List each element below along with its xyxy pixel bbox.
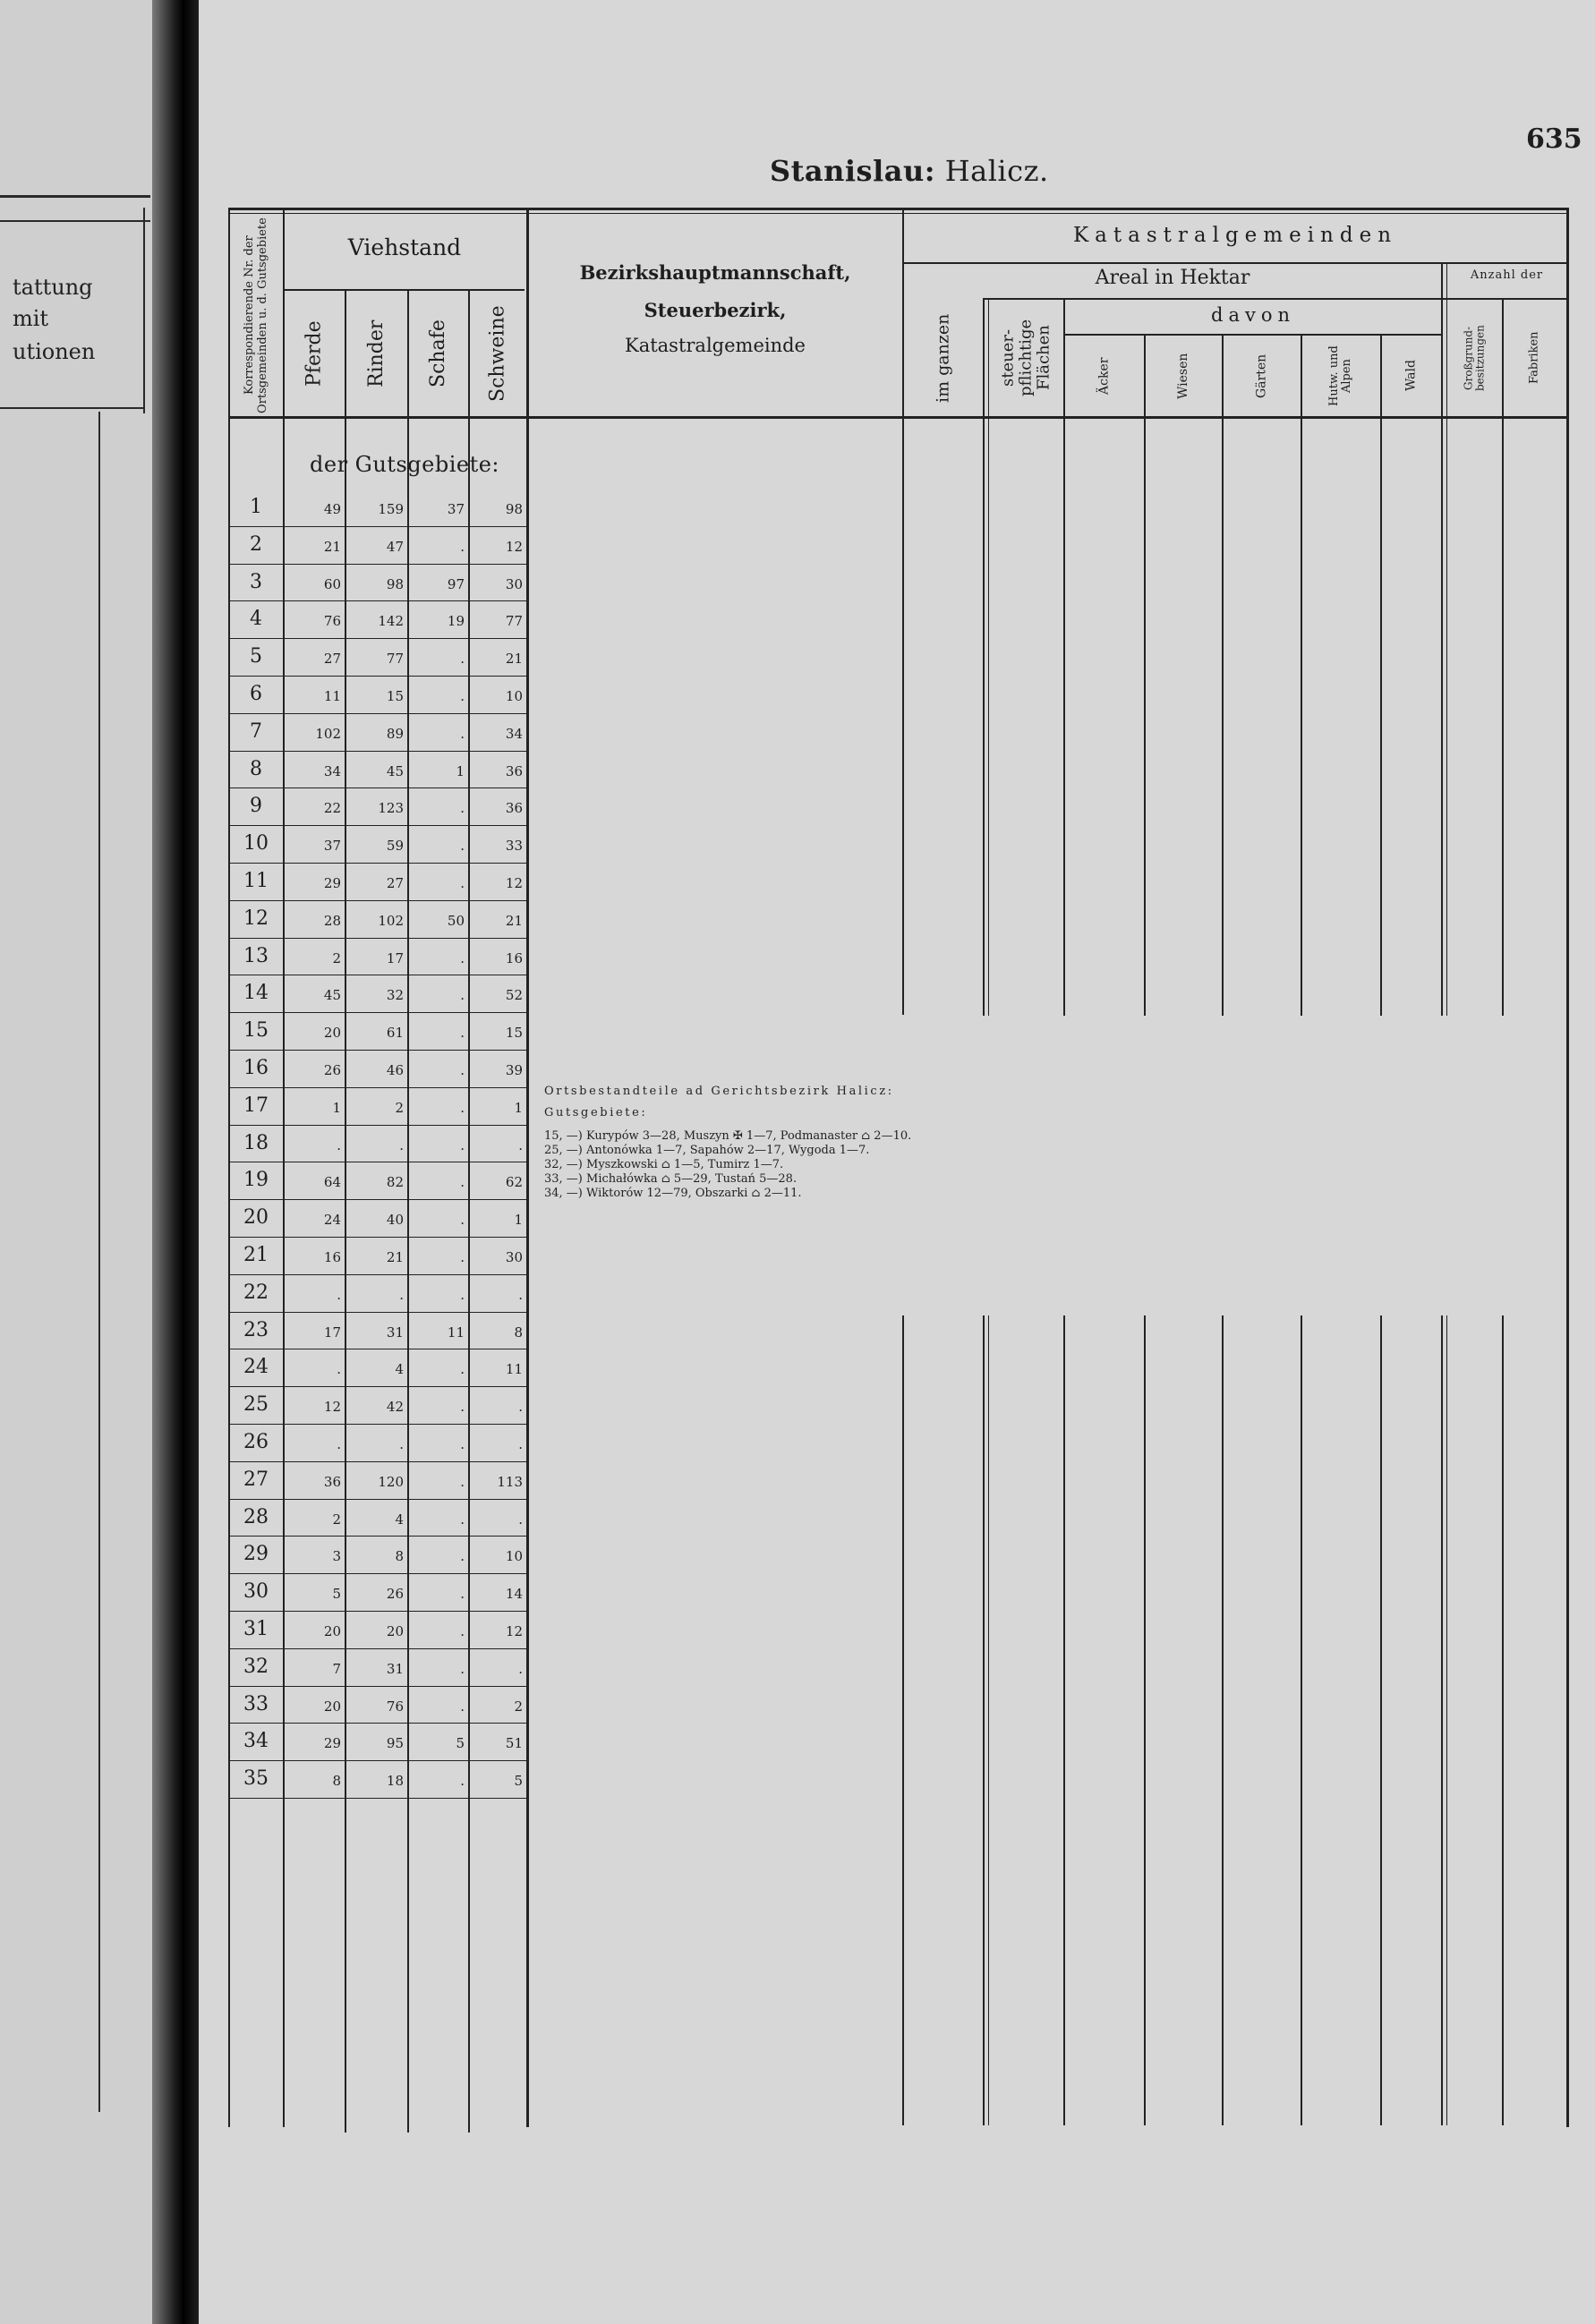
row-number: 14 (243, 982, 269, 1004)
cell-schweine: 12 (505, 1623, 523, 1639)
cell-schafe: . (460, 1249, 465, 1265)
cell-schafe: . (460, 1548, 465, 1564)
row-number: 13 (243, 945, 269, 967)
table-top-rule (228, 208, 1568, 210)
row-rule (228, 564, 528, 565)
cell-pferde: 17 (323, 1324, 341, 1341)
cell-schweine: 8 (514, 1324, 523, 1341)
cell-rinder: 17 (386, 950, 404, 966)
header-anzahl: Anzahl der (1470, 268, 1544, 282)
col-rule (1222, 334, 1224, 1016)
row-number: 30 (243, 1580, 269, 1603)
cell-schweine: 11 (505, 1361, 523, 1377)
row-number: 4 (250, 608, 262, 630)
areal-rule (983, 298, 1441, 300)
header-bottom-rule (228, 416, 1568, 419)
header-wald: Wald (1403, 360, 1419, 392)
header-wiesen: Wiesen (1176, 353, 1190, 399)
facing-text: utionen (13, 339, 96, 364)
col-rule (1144, 334, 1146, 1016)
viehstand-rule (283, 289, 525, 291)
cell-schweine: . (518, 1287, 523, 1303)
col-rule (228, 208, 230, 2127)
cell-pferde: 76 (323, 613, 341, 629)
header-pferde: Pferde (303, 320, 326, 387)
cell-pferde: . (337, 1361, 341, 1377)
cell-rinder: 142 (378, 613, 404, 629)
cell-schafe: . (460, 1212, 465, 1228)
cell-pferde: 28 (323, 913, 341, 929)
row-rule (228, 1686, 528, 1687)
cell-pferde: 64 (323, 1174, 341, 1190)
cell-rinder: 26 (386, 1586, 404, 1602)
row-number: 24 (243, 1356, 269, 1378)
row-rule (228, 1087, 528, 1088)
col-rule (983, 1315, 985, 2125)
cell-pferde: 26 (323, 1062, 341, 1078)
cell-schafe: . (460, 1025, 465, 1041)
col-rule (1446, 1315, 1447, 2125)
cell-schafe: . (460, 539, 465, 555)
cell-schafe: 11 (447, 1324, 465, 1341)
cell-schweine: . (518, 1137, 523, 1153)
row-number: 8 (250, 758, 262, 780)
cell-schafe: 50 (447, 913, 465, 929)
cell-schafe: . (460, 1287, 465, 1303)
note-line: 15, —) Kurypów 3—28, Muszyn ✠ 1—7, Podmanaster ⌂ 2—10. (544, 1129, 912, 1143)
row-rule (228, 1611, 528, 1612)
cell-rinder: 102 (378, 913, 404, 929)
row-rule (228, 1125, 528, 1126)
note-line: 34, —) Wiktorów 12—79, Obszarki ⌂ 2—11. (544, 1187, 802, 1200)
header-steuerbezirk: Steuerbezirk, (644, 299, 787, 321)
row-rule (228, 1648, 528, 1649)
col-rule (988, 1315, 989, 2125)
row-rule (228, 1499, 528, 1500)
header-fabriken: Fabriken (1527, 331, 1541, 385)
header-hutweiden: Hutw. und Alpen (1327, 345, 1353, 406)
cell-schafe: . (460, 726, 465, 742)
cell-schafe: . (460, 950, 465, 966)
row-rule (228, 1312, 528, 1313)
cell-schafe: 37 (447, 501, 465, 517)
davon-rule (1063, 334, 1441, 336)
col-rule (1380, 1315, 1382, 2125)
footnotes (544, 1085, 911, 1201)
cell-schweine: 33 (505, 838, 523, 854)
header-korr-nr: Korrespondierende Nr. der Ortsgemeinden u. d. Gutsgebiete (243, 217, 269, 413)
row-rule (228, 1760, 528, 1761)
cell-schweine: 15 (505, 1025, 523, 1041)
row-rule (228, 900, 528, 901)
cell-schafe: 5 (456, 1735, 465, 1751)
cell-pferde: 12 (323, 1399, 341, 1415)
cell-rinder: 27 (386, 875, 404, 891)
cell-schweine: . (518, 1399, 523, 1415)
table-top-rule (228, 213, 1568, 214)
cell-rinder: 45 (386, 763, 404, 779)
cell-schafe: . (460, 1436, 465, 1452)
row-number: 21 (243, 1244, 269, 1266)
cell-rinder: . (399, 1436, 404, 1452)
cell-pferde: 2 (332, 1511, 341, 1528)
row-rule (228, 1237, 528, 1238)
row-number: 34 (243, 1730, 269, 1752)
header-steuerpflichtige: steuer-pflichtige Flächen (998, 319, 1053, 397)
col-rule (1566, 208, 1569, 2127)
col-rule (988, 298, 989, 1016)
cell-schafe: 1 (456, 763, 465, 779)
row-number: 20 (243, 1206, 269, 1229)
facing-text: mit (13, 306, 49, 331)
cell-schafe: 97 (447, 576, 465, 592)
cell-pferde: 1 (332, 1100, 341, 1116)
header-katastralgemeinden: Katastralgemeinden (1072, 224, 1398, 247)
cell-schafe: . (460, 1399, 465, 1415)
cell-pferde: 7 (332, 1661, 341, 1677)
row-rule (228, 863, 528, 864)
cell-schafe: . (460, 1661, 465, 1677)
row-number: 1 (250, 496, 262, 518)
row-rule (228, 1573, 528, 1574)
row-number: 28 (243, 1506, 269, 1528)
cell-schweine: 113 (497, 1474, 523, 1490)
cell-pferde: 5 (332, 1586, 341, 1602)
cell-pferde: 29 (323, 1735, 341, 1751)
cell-schweine: 10 (505, 688, 523, 704)
row-number: 5 (250, 645, 262, 668)
katastral-rule (902, 262, 1568, 264)
col-rule (1144, 1315, 1146, 2125)
row-number: 17 (243, 1094, 269, 1117)
title-place: Halicz. (944, 154, 1049, 188)
cell-rinder: 40 (386, 1212, 404, 1228)
cell-pferde: 34 (323, 763, 341, 779)
header-katastralgemeinde: Katastralgemeinde (625, 335, 806, 356)
cell-schweine: . (518, 1511, 523, 1528)
col-rule (1502, 1315, 1504, 2125)
cell-rinder: 31 (386, 1661, 404, 1677)
note-line: 33, —) Michałówka ⌂ 5—29, Tustań 5—28. (544, 1172, 798, 1186)
cell-rinder: 61 (386, 1025, 404, 1041)
row-rule (228, 1050, 528, 1051)
cell-schafe: . (460, 838, 465, 854)
row-rule (228, 600, 528, 601)
cell-rinder: 120 (378, 1474, 404, 1490)
cell-pferde: 29 (323, 875, 341, 891)
row-number: 18 (243, 1132, 269, 1154)
cell-schafe: . (460, 1474, 465, 1490)
cell-schweine: 1 (514, 1100, 523, 1116)
cell-rinder: . (399, 1287, 404, 1303)
row-number: 15 (243, 1019, 269, 1042)
cell-schafe: . (460, 1137, 465, 1153)
cell-rinder: 98 (386, 576, 404, 592)
col-rule (345, 289, 346, 2132)
col-rule (1441, 1315, 1443, 2125)
cell-schweine: 16 (505, 950, 523, 966)
row-number: 31 (243, 1618, 269, 1640)
header-grossgrund: Großgrund-besitzungen (1462, 325, 1487, 391)
header-rinder: Rinder (365, 319, 388, 388)
cell-schafe: . (460, 688, 465, 704)
cell-pferde: . (337, 1436, 341, 1452)
row-number: 10 (243, 832, 269, 855)
row-number: 32 (243, 1656, 269, 1678)
row-number: 22 (243, 1281, 269, 1304)
row-rule (228, 1386, 528, 1387)
cell-rinder: 95 (386, 1735, 404, 1751)
cell-rinder: 4 (395, 1511, 404, 1528)
col-rule (283, 208, 285, 2127)
row-rule (228, 825, 528, 826)
cell-pferde: 20 (323, 1623, 341, 1639)
cell-pferde: 3 (332, 1548, 341, 1564)
cell-schafe: . (460, 1361, 465, 1377)
cell-rinder: 89 (386, 726, 404, 742)
cell-pferde: 21 (323, 539, 341, 555)
row-rule (228, 526, 528, 527)
cell-schafe: . (460, 1062, 465, 1078)
cell-rinder: 76 (386, 1698, 404, 1715)
row-number: 26 (243, 1431, 269, 1453)
cell-schweine: 30 (505, 1249, 523, 1265)
col-rule (1446, 262, 1447, 1016)
row-rule (228, 1424, 528, 1425)
note-line: 32, —) Myszkowski ⌂ 1—5, Tumirz 1—7. (544, 1158, 784, 1171)
row-number: 9 (250, 795, 262, 817)
cell-schweine: 77 (505, 613, 523, 629)
row-number: 19 (243, 1169, 269, 1191)
cell-schweine: 1 (514, 1212, 523, 1228)
col-rule (983, 298, 985, 1016)
header-areal: Areal in Hektar (1095, 267, 1250, 289)
cell-pferde: 37 (323, 838, 341, 854)
cell-rinder: 31 (386, 1324, 404, 1341)
cell-rinder: 8 (395, 1548, 404, 1564)
cell-pferde: 24 (323, 1212, 341, 1228)
row-rule (228, 787, 528, 788)
col-rule (468, 289, 470, 2132)
notes-subheading: Gutsgebiete: (544, 1106, 648, 1119)
cell-schafe: . (460, 1586, 465, 1602)
cell-pferde: . (337, 1137, 341, 1153)
cell-schweine: 21 (505, 913, 523, 929)
row-number: 23 (243, 1319, 269, 1341)
cell-rinder: 21 (386, 1249, 404, 1265)
cell-schafe: . (460, 1100, 465, 1116)
row-number: 25 (243, 1393, 269, 1416)
cell-pferde: 16 (323, 1249, 341, 1265)
header-schafe: Schafe (427, 319, 449, 388)
row-rule (228, 1536, 528, 1537)
title-district: Stanislau: (770, 154, 936, 188)
row-number: 29 (243, 1543, 269, 1565)
row-rule (228, 1723, 528, 1724)
cell-pferde: 102 (315, 726, 341, 742)
col-rule (1301, 334, 1302, 1016)
cell-schweine: 14 (505, 1586, 523, 1602)
cell-schweine: 5 (514, 1773, 523, 1789)
row-number: 6 (250, 683, 262, 705)
cell-rinder: 59 (386, 838, 404, 854)
cell-schweine: 34 (505, 726, 523, 742)
cell-pferde: 20 (323, 1698, 341, 1715)
cell-schweine: 2 (514, 1698, 523, 1715)
cell-rinder: 159 (378, 501, 404, 517)
cell-schweine: 36 (505, 763, 523, 779)
col-rule (1380, 334, 1382, 1016)
row-rule (228, 638, 528, 639)
anzahl-rule (1443, 298, 1568, 300)
cell-schweine: 12 (505, 539, 523, 555)
cell-schafe: 19 (447, 613, 465, 629)
col-rule (526, 208, 529, 2127)
col-rule (407, 289, 409, 2132)
row-number: 2 (250, 533, 262, 556)
cell-schweine: 36 (505, 800, 523, 816)
page-number: 635 (1526, 123, 1582, 155)
cell-pferde: 60 (323, 576, 341, 592)
cell-rinder: 32 (386, 987, 404, 1003)
cell-rinder: 46 (386, 1062, 404, 1078)
row-rule (228, 1199, 528, 1200)
cell-pferde: 2 (332, 950, 341, 966)
cell-schweine: 12 (505, 875, 523, 891)
header-gaerten: Gärten (1254, 353, 1269, 398)
col-rule (1222, 1315, 1224, 2125)
row-rule (228, 676, 528, 677)
row-rule (228, 1274, 528, 1275)
col-rule (1301, 1315, 1302, 2125)
header-davon: davon (1211, 304, 1295, 326)
row-number: 35 (243, 1767, 269, 1790)
cell-schweine: 39 (505, 1062, 523, 1078)
cell-pferde: 49 (323, 501, 341, 517)
header-viehstand: Viehstand (347, 234, 462, 260)
cell-pferde: 22 (323, 800, 341, 816)
cell-pferde: 27 (323, 651, 341, 667)
cell-rinder: 18 (386, 1773, 404, 1789)
header-acker: Äcker (1096, 357, 1112, 395)
row-rule (228, 1798, 528, 1799)
col-rule (1441, 262, 1443, 1016)
cell-schafe: . (460, 875, 465, 891)
row-number: 33 (243, 1693, 269, 1715)
row-rule (228, 1012, 528, 1013)
notes-heading: Ortsbestandteile ad Gerichtsbezirk Halicz: (544, 1085, 894, 1098)
row-number: 27 (243, 1468, 269, 1491)
col-rule (902, 1315, 904, 2125)
note-line: 25, —) Antonówka 1—7, Sapahów 2—17, Wygoda 1—7. (544, 1144, 870, 1157)
cell-schafe: . (460, 1623, 465, 1639)
cell-rinder: 123 (378, 800, 404, 816)
cell-schweine: . (518, 1436, 523, 1452)
cell-schweine: 10 (505, 1548, 523, 1564)
cell-rinder: 20 (386, 1623, 404, 1639)
cell-schafe: . (460, 1698, 465, 1715)
row-rule (228, 751, 528, 752)
cell-rinder: 15 (386, 688, 404, 704)
cell-schweine: 98 (505, 501, 523, 517)
row-rule (228, 1461, 528, 1462)
row-number: 12 (243, 907, 269, 930)
section-label: der Gutsgebiete: (310, 452, 499, 477)
row-number: 11 (243, 870, 269, 892)
cell-schafe: . (460, 651, 465, 667)
cell-pferde: 20 (323, 1025, 341, 1041)
cell-schweine: 52 (505, 987, 523, 1003)
cell-rinder: 47 (386, 539, 404, 555)
header-bezirk: Bezirkshauptmannschaft, (579, 261, 851, 284)
cell-rinder: 4 (395, 1361, 404, 1377)
cell-schweine: . (518, 1661, 523, 1677)
facing-text: tattung (13, 275, 93, 300)
cell-schafe: . (460, 1773, 465, 1789)
cell-rinder: 82 (386, 1174, 404, 1190)
cell-schafe: . (460, 800, 465, 816)
row-number: 16 (243, 1057, 269, 1079)
cell-rinder: 77 (386, 651, 404, 667)
row-number: 7 (250, 720, 262, 743)
cell-schafe: . (460, 987, 465, 1003)
cell-schweine: 30 (505, 576, 523, 592)
row-rule (228, 713, 528, 714)
cell-pferde: 8 (332, 1773, 341, 1789)
cell-rinder: 42 (386, 1399, 404, 1415)
cell-rinder: 2 (395, 1100, 404, 1116)
cell-rinder: . (399, 1137, 404, 1153)
row-number: 3 (250, 571, 262, 593)
cell-schweine: 51 (505, 1735, 523, 1751)
col-rule (1063, 1315, 1065, 2125)
cell-schafe: . (460, 1174, 465, 1190)
header-im-ganzen: im ganzen (933, 313, 953, 403)
cell-schweine: 21 (505, 651, 523, 667)
cell-pferde: 11 (323, 688, 341, 704)
cell-schweine: 62 (505, 1174, 523, 1190)
cell-pferde: 45 (323, 987, 341, 1003)
row-rule (228, 938, 528, 939)
cell-schafe: . (460, 1511, 465, 1528)
header-schweine: Schweine (486, 305, 509, 403)
cell-pferde: 36 (323, 1474, 341, 1490)
cell-pferde: . (337, 1287, 341, 1303)
